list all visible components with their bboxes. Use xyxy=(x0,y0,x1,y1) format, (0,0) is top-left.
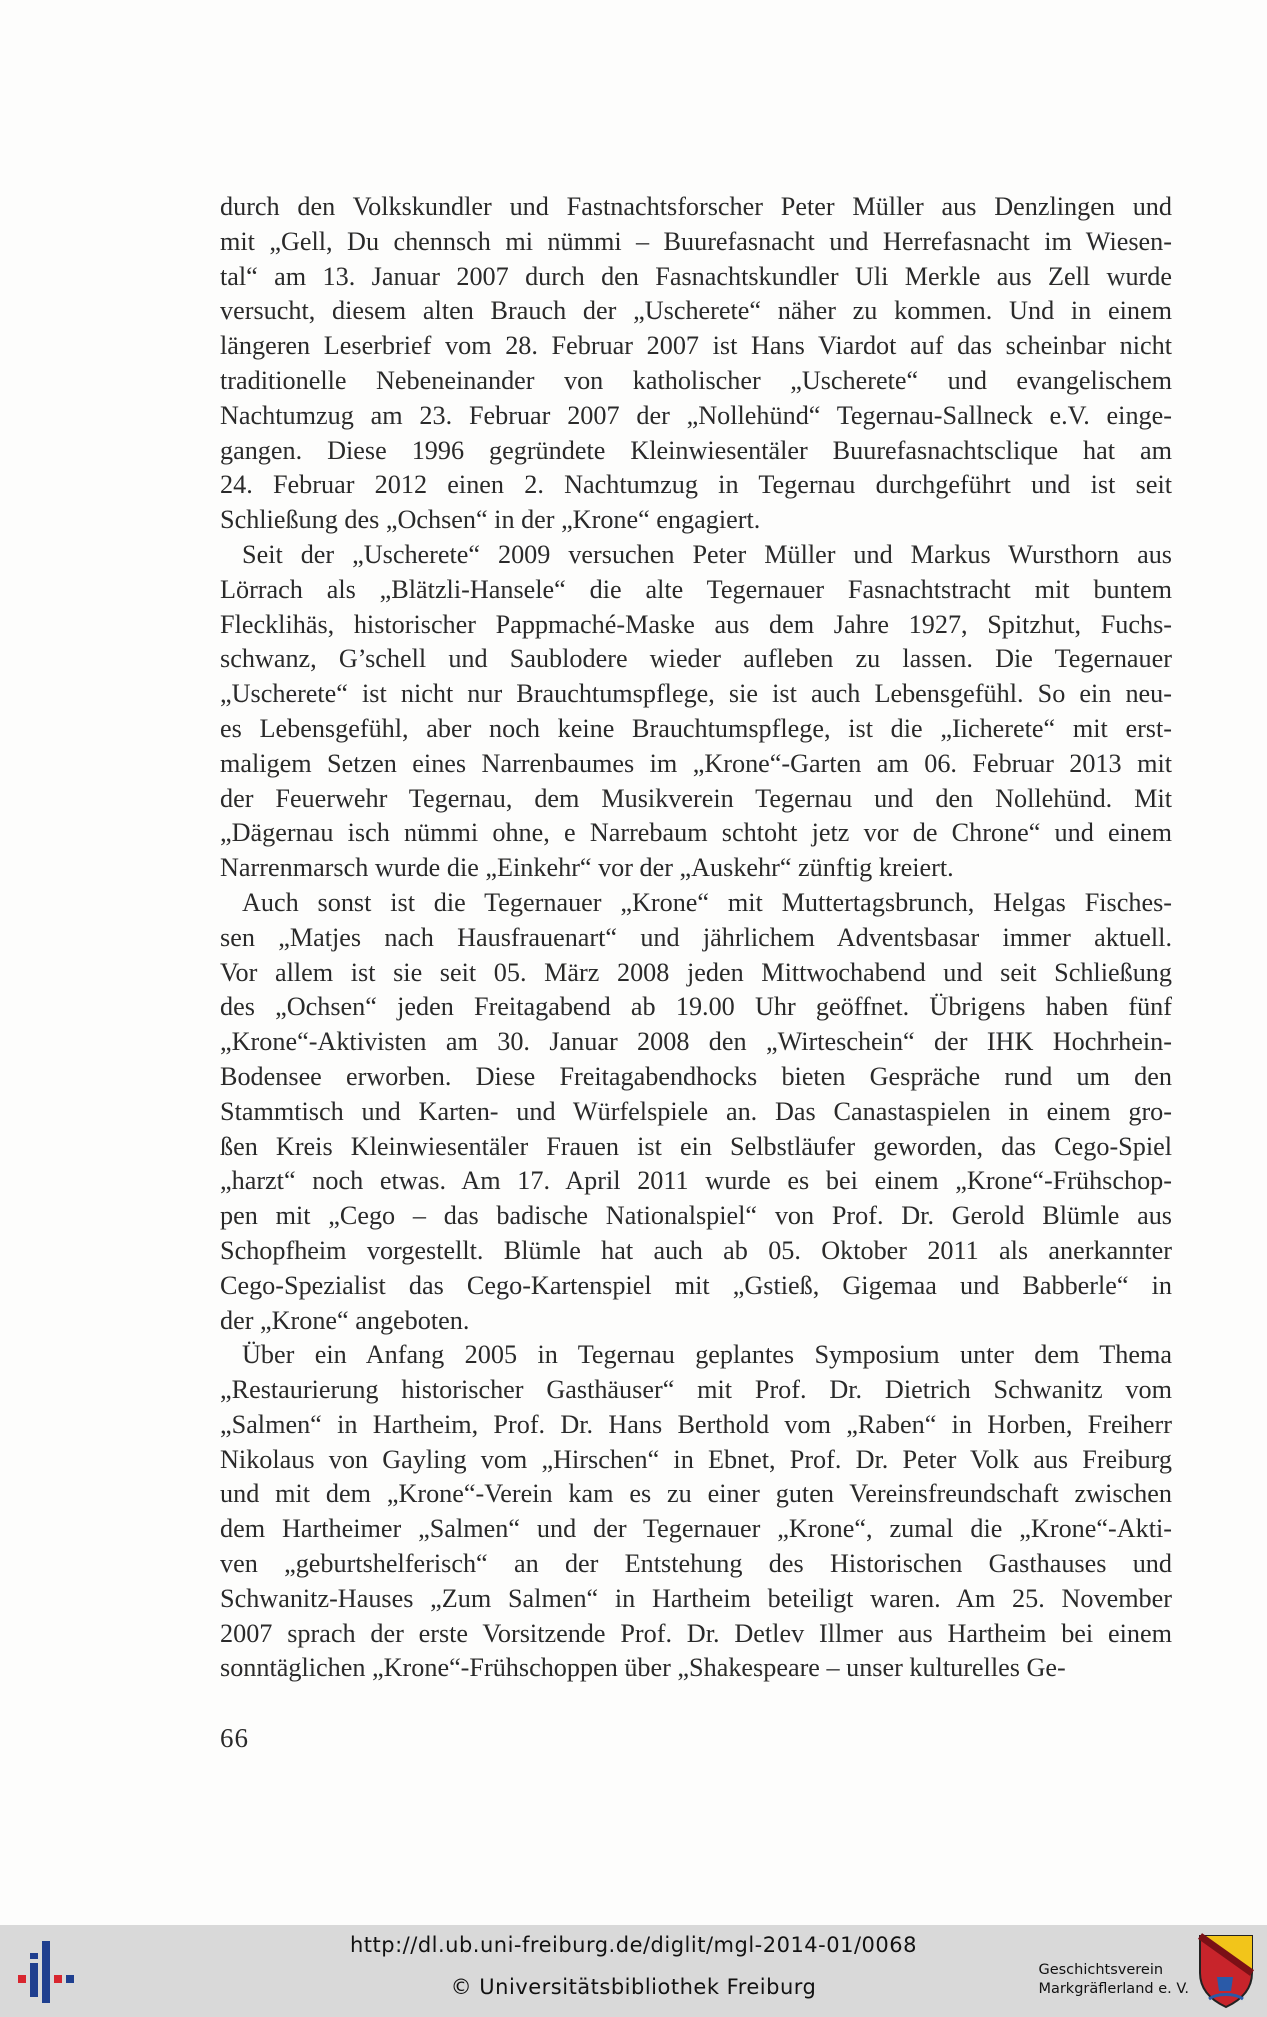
text-line: gangen. Diese 1996 gegründete Kleinwiesentäler Buurefasnachtsclique hat am xyxy=(220,435,1172,465)
text-line: des „Ochsen“ jeden Freitagabend ab 19.00 Uhr geöffnet. Übrigens haben fünf xyxy=(220,992,1172,1022)
text-line: versucht, diesem alten Brauch der „Uscherete“ näher zu kommen. Und in einem xyxy=(220,296,1172,326)
text-line: „Salmen“ in Hartheim, Prof. Dr. Hans Berthold vom „Raben“ in Horben, Freiherr xyxy=(220,1409,1172,1439)
text-line: Flecklihäs, historischer Pappmaché-Maske aus dem Jahre 1927, Spitzhut, Fuchs- xyxy=(220,609,1172,639)
text-line: ßen Kreis Kleinwiesentäler Frauen ist ein Selbstläufer geworden, das Cego-Spiel xyxy=(220,1131,1172,1161)
text-line: der Feuerwehr Tegernau, dem Musikverein Tegernau und den Nollehünd. Mit xyxy=(220,783,1172,813)
text-line: längeren Leserbrief vom 28. Februar 2007 ist Hans Viardot auf das scheinbar nicht xyxy=(220,331,1172,361)
society-name-line1: Geschichtsverein xyxy=(1038,1962,1164,1978)
society-name xyxy=(1038,1961,1189,1999)
text-line: „Dägernau isch nümmi ohne, e Narrebaum schtoht jetz vor de Chrone“ und einem xyxy=(220,818,1172,848)
text-line: Schließung des „Ochsen“ in der „Krone“ engagiert. xyxy=(220,505,761,535)
text-line: Über ein Anfang 2005 in Tegernau geplantes Symposium unter dem Thema xyxy=(242,1340,1172,1370)
text-line: Stammtisch und Karten- und Würfelspiele an. Das Canastaspielen in einem gro- xyxy=(220,1096,1172,1126)
text-line: „Krone“-Aktivisten am 30. Januar 2008 den „Wirteschein“ der IHK Hochrhein- xyxy=(220,1027,1172,1057)
text-line: pen mit „Cego – das badische Nationalspiel“ von Prof. Dr. Gerold Blümle aus xyxy=(220,1201,1172,1231)
text-line: Seit der „Uscherete“ 2009 versuchen Peter Müller und Markus Wursthorn aus xyxy=(242,539,1172,569)
body-text xyxy=(220,190,1172,1686)
text-line: 2007 sprach der erste Vorsitzende Prof. Dr. Detlev Illmer aus Hartheim bei einem xyxy=(220,1618,1172,1648)
text-line: und mit dem „Krone“-Verein kam es zu einer guten Vereinsfreundschaft zwischen xyxy=(220,1479,1172,1509)
text-line: maligem Setzen eines Narrenbaumes im „Krone“-Garten am 06. Februar 2013 mit xyxy=(220,748,1172,778)
text-line: ven „geburtshelferisch“ an der Entstehung des Historischen Gasthauses und xyxy=(220,1549,1172,1579)
text-line: Schopfheim vorgestellt. Blümle hat auch ab 05. Oktober 2011 als anerkannter xyxy=(220,1235,1172,1265)
text-line: Bodensee erworben. Diese Freitagabendhocks bieten Gespräche rund um den xyxy=(220,1061,1172,1091)
society-name-line2: Markgräflerland e. V. xyxy=(1038,1981,1189,1997)
page-number: 66 xyxy=(220,1723,249,1753)
text-line: es Lebensgefühl, aber noch keine Brauchtumspflege, ist die „Iicherete“ mit erst- xyxy=(220,713,1172,743)
text-line: der „Krone“ angeboten. xyxy=(220,1305,470,1335)
paragraph xyxy=(220,190,1172,538)
text-line: 24. Februar 2012 einen 2. Nachtumzug in Tegernau durchgeführt und ist seit xyxy=(220,470,1172,500)
text-line: sonntäglichen „Krone“-Frühschoppen über „Shakespeare – unser kulturelles Ge- xyxy=(220,1653,1066,1683)
paragraph xyxy=(220,1338,1172,1686)
text-line: sen „Matjes nach Hausfrauenart“ und jährlichem Adventsbasar immer aktuell. xyxy=(220,922,1172,952)
paragraph xyxy=(220,538,1172,886)
text-line: Auch sonst ist die Tegernauer „Krone“ mit Muttertagsbrunch, Helgas Fisches- xyxy=(242,887,1172,917)
text-line: dem Hartheimer „Salmen“ und der Tegernauer „Krone“, zumal die „Krone“-Akti- xyxy=(220,1514,1172,1544)
text-line: tal“ am 13. Januar 2007 durch den Fasnachtskundler Uli Merkle aus Zell wurde xyxy=(220,261,1172,291)
text-line: Lörrach als „Blätzli-Hansele“ die alte Tegernauer Fasnachtstracht mit buntem xyxy=(220,574,1172,604)
viewer-footer xyxy=(0,1925,1267,2017)
text-line: Vor allem ist sie seit 05. März 2008 jeden Mittwochabend und seit Schließung xyxy=(220,957,1172,987)
copyright-notice: © Universitätsbibliothek Freiburg xyxy=(450,1975,817,1999)
text-line: Cego-Spezialist das Cego-Kartenspiel mit „Gstieß, Gigemaa und Babberle“ in xyxy=(220,1270,1172,1300)
text-line: „Restaurierung historischer Gasthäuser“ mit Prof. Dr. Dietrich Schwanitz vom xyxy=(220,1375,1172,1405)
document-url[interactable]: http://dl.ub.uni-freiburg.de/diglit/mgl-2014-01/0068 xyxy=(349,1933,917,1957)
text-line: durch den Volkskundler und Fastnachtsforscher Peter Müller aus Denzlingen und xyxy=(220,192,1172,221)
text-line: schwanz, G’schell und Saublodere wieder aufleben zu lassen. Die Tegernauer xyxy=(220,644,1172,674)
text-line: Narrenmarsch wurde die „Einkehr“ vor der „Auskehr“ zünftig kreiert. xyxy=(220,853,954,883)
text-line: mit „Gell, Du chennsch mi nümmi – Buurefasnacht und Herrefasnacht im Wiesen- xyxy=(220,226,1172,256)
coat-of-arms-icon xyxy=(1197,1933,1255,2009)
text-line: traditionelle Nebeneinander von katholischer „Uscherete“ und evangelischem xyxy=(220,365,1172,395)
text-line: Nikolaus von Gayling vom „Hirschen“ in Ebnet, Prof. Dr. Peter Volk aus Freiburg xyxy=(220,1444,1172,1474)
text-line: „harzt“ noch etwas. Am 17. April 2011 wurde es bei einem „Krone“-Frühschop- xyxy=(220,1166,1172,1196)
paragraph xyxy=(220,886,1172,1338)
text-line: „Uscherete“ ist nicht nur Brauchtumspflege, sie ist auch Lebensgefühl. So ein neu- xyxy=(220,679,1172,709)
text-line: Schwanitz-Hauses „Zum Salmen“ in Hartheim beteiligt waren. Am 25. November xyxy=(220,1583,1172,1613)
text-line: Nachtumzug am 23. Februar 2007 der „Nollehünd“ Tegernau-Sallneck e.V. einge- xyxy=(220,400,1172,430)
